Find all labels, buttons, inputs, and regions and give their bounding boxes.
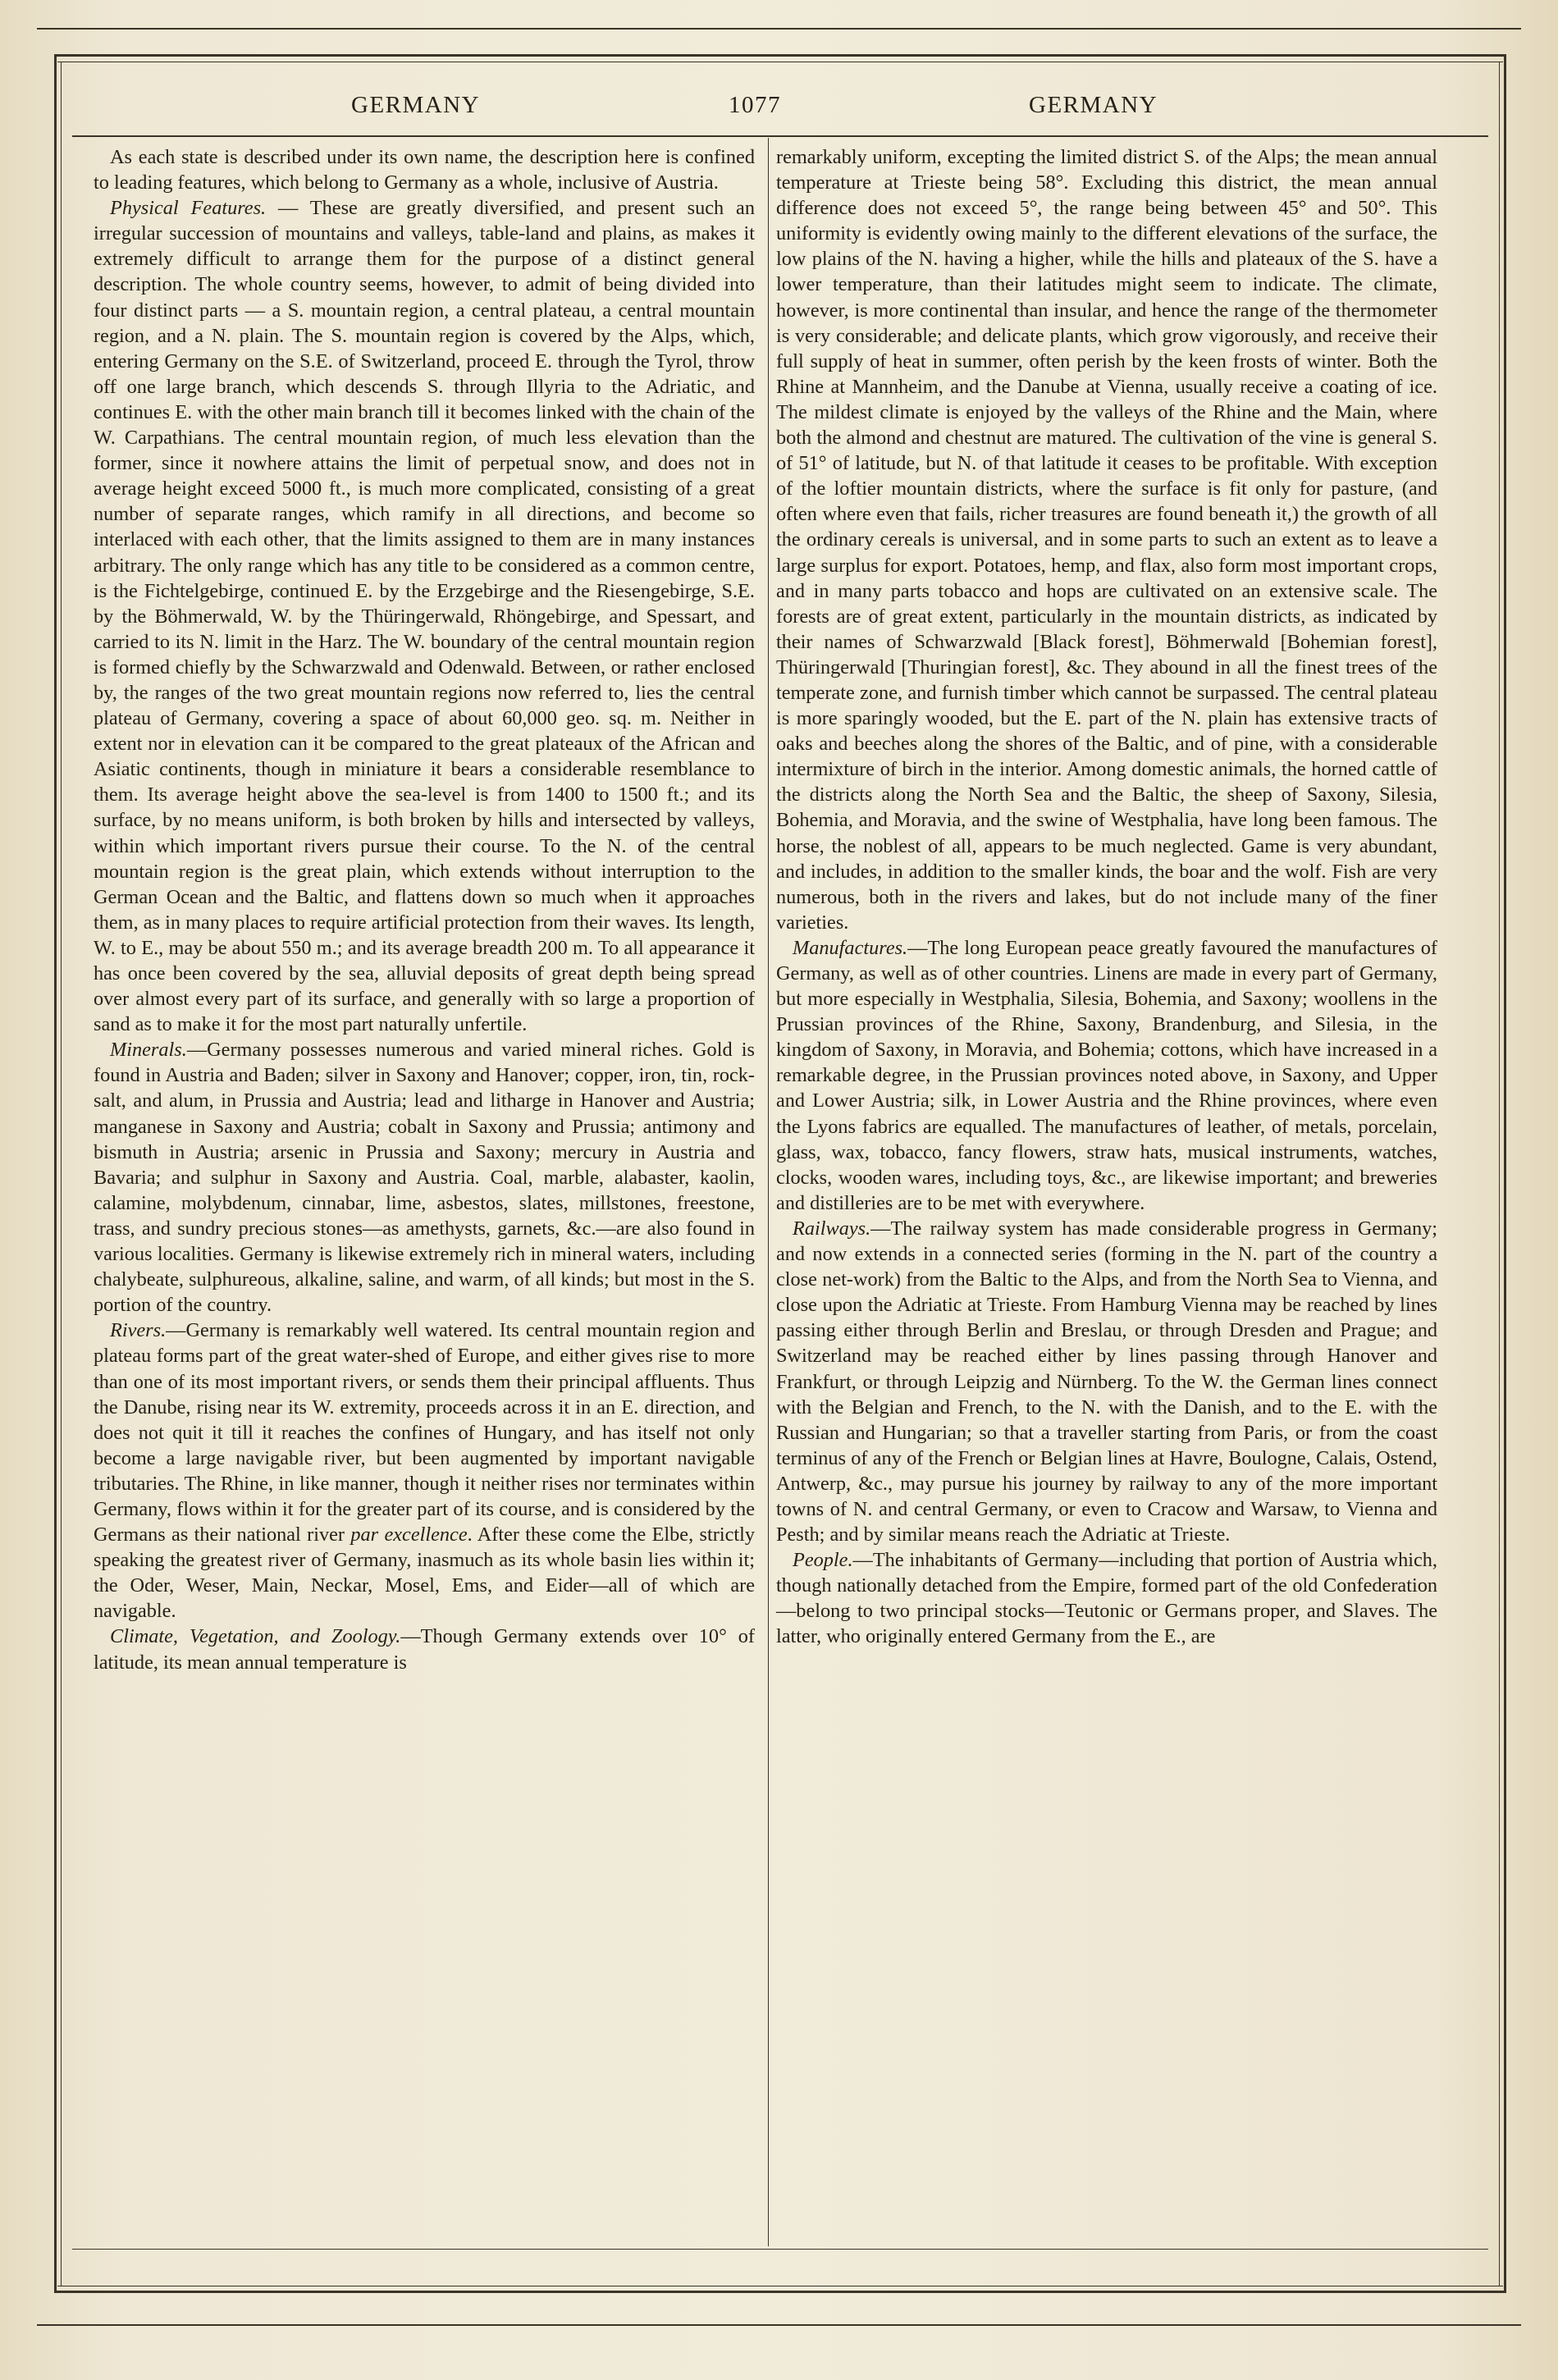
paragraph-italic: par excellence — [350, 1523, 468, 1546]
paragraph-lead: Physical Features. — [110, 197, 267, 220]
paragraph-text: —The long European peace greatly favoured the manufactures of Germany, as well as of other countries. Linens are made in every part of Germany, but more especially in Westphalia, Silesia, Bohemia, and Saxony; woollens in the Prussian provinces of the Rhine, Saxony, Brandenburg, and Silesia, in the kingdom of Saxony, in Moravia, and Bohemia; cottons, which have increased in a remarkable degree, in the Prussian provinces noted above, in Saxony, and Upper and Lower Austria; silk, in Lower Austria and the Rhine provinces, where even the Lyons fabrics are equalled. The manufactures of leather, of metals, porcelain, glass, wax, tobacco, fancy flowers, straw hats, musical instruments, watches, clocks, wooden wares, including toys, &c., are likewise important; and breweries and distilleries are to be met with everywhere. — [776, 936, 1437, 1214]
paragraph-climate — [94, 1624, 755, 1674]
running-header — [0, 92, 1558, 133]
paragraph-tail: . After these come the Elbe, strictly speaking the greatest river of Germany, inasmuch as its whole basin lies within it; the Oder, Weser, Main, Neckar, Mosel, Ems, and Eider—all of which are navigable. — [94, 1523, 756, 1623]
paragraph-climate-continued — [776, 144, 1437, 935]
right-column — [776, 144, 1437, 1650]
page-number: 1077 — [729, 92, 781, 118]
top-rule-inner — [54, 54, 1506, 57]
column-divider — [768, 138, 769, 2246]
left-rule-inner — [61, 62, 62, 2286]
paragraph-text: As each state is described under its own name, the description here is confined to leading features, which belong to Germany as a whole, inclusive of Austria. — [94, 146, 755, 194]
left-column — [94, 144, 755, 1675]
paragraph-lead: Railways. — [793, 1217, 871, 1240]
paragraph-text: — These are greatly diversified, and present such an irregular succession of mountains and valleys, table-land and plains, as makes it extremely difficult to arrange them for the purpose of a distinct general description. The whole country seems, however, to admit of being divided into four distinct parts — a S. mountain region, a central plateau, a central mountain region, and a N. plain. The S. mountain region is covered by the Alps, which, entering Germany on the S.E. of Switzerland, proceed E. through the Tyrol, throw off one large branch, which descends S. through Illyria to the Adriatic, and continues E. with the other main branch till it becomes linked with the chain of the W. Carpathians. The central mountain region, of much less elevation than the former, since it nowhere attains the limit of perpetual snow, and does not in average height exceed 5000 ft., is much more complicated, consisting of a great number of separate ranges, which ramify in all directions, and become so interlaced with each other, that the limits assigned to them are in many instances arbitrary. The only range which has any title to be considered as a common centre, is the Fichtelgebirge, continued E. by the Erzgebirge and the Riesengebirge, S.E. by the Böhmerwald, W. by the Thüringerwald, Rhöngebirge, and Spessart, and carried to its N. limit in the Harz. The W. boundary of the central mountain region is formed chiefly by the Schwarzwald and Odenwald. Between, or rather enclosed by, the ranges of the two great mountain regions now referred to, lies the central plateau of Germany, covering a space of about 60,000 geo. sq. m. Neither in extent nor in elevation can it be compared to the great plateaux of the African and Asiatic continents, though in miniature it bears a considerable resemblance to them. Its average height above the sea-level is from 1400 to 1500 ft.; and its surface, by no means uniform, is both broken by hills and intersected by valleys, within which important rivers pursue their course. To the N. of the central mountain region is the great plain, which extends without interruption to the German Ocean and the Baltic, and flattens down so much when it approaches them, as in many places to require artificial protection from their waves. Its length, W. to E., may be about 550 m.; and its average breadth 200 m. To all appearance it has once been covered by the sea, alluvial deposits of great depth being spread over almost every part of its surface, and generally with so large a proportion of sand as to make it for the most part naturally unfertile. — [94, 197, 755, 1036]
header-underline — [72, 135, 1488, 137]
bottom-rule-thin — [72, 2249, 1488, 2250]
paragraph-text: remarkably uniform, excepting the limited district S. of the Alps; the mean annual temperature at Trieste being 58°. Excluding this district, the mean annual difference does not exceed 5°, the range being between 45° and 50°. This uniformity is evidently owing mainly to the different elevations of the surface, the low plains of the N. having a higher, while the hills and plateaux of the S. have a lower temperature, than their latitudes might seem to indicate. The climate, however, is more continental than insular, and hence the range of the thermometer is very considerable; and delicate plants, which grow vigorously, and receive their full supply of heat in summer, often perish by the keen frosts of winter. Both the Rhine at Mannheim, and the Danube at Vienna, usually receive a coating of ice. The mildest climate is enjoyed by the valleys of the Rhine and the Main, where both the almond and chestnut are matured. The cultivation of the vine is general S. of 51° of latitude, but N. of that latitude it ceases to be profitable. With exception of the loftier mountain districts, where the surface is fit only for pasture, (and often where even that fails, richer treasures are found beneath it,) the growth of all the ordinary cereals is universal, and in some parts to such an extent as to leave a large surplus for export. Potatoes, hemp, and flax, also form most important crops, and in many parts tobacco and hops are cultivated on an extensive scale. The forests are of great extent, particularly in the mountain districts, as indicated by their names of Schwarzwald [Black forest], Böhmerwald [Bohemian forest], Thüringerwald [Thuringian forest], &c. They abound in all the finest trees of the temperate zone, and furnish timber which cannot be surpassed. The central plateau is more sparingly wooded, but the E. part of the N. plain has extensive tracts of oaks and beeches along the shores of the Baltic, and of pine, with a considerable intermixture of birch in the interior. Among domestic animals, the horned cattle of the districts along the North Sea and the Baltic, the sheep of Saxony, Silesia, Bohemia, and Moravia, and the swine of Westphalia, have long been famous. The horse, the noblest of all, appears to be much neglected. Game is very abundant, and includes, in addition to the smaller kinds, the boar and the wolf. Fish are very numerous, both in the rivers and lakes, but do not include many of the finer varieties. — [776, 146, 1437, 934]
paragraph-lead: Climate, Vegetation, and Zoology. — [110, 1625, 401, 1648]
left-rule-outer — [54, 54, 57, 2292]
paragraph-manufactures — [776, 935, 1437, 1216]
paragraph-intro — [94, 144, 755, 195]
right-rule-outer — [1504, 54, 1506, 2292]
paragraph-lead: Rivers. — [110, 1319, 167, 1342]
header-left-title: GERMANY — [351, 92, 481, 118]
paragraph-physical-features — [94, 195, 755, 1037]
paragraph-text: —Germany is remarkably well watered. Its central mountain region and plateau forms part of the great water-shed of Europe, and either gives rise to more than one of its most important rivers, or sends them their principal affluents. Thus the Danube, rising near its W. extremity, proceeds across it in an E. direction, and does not quit it till it reaches the confines of Hungary, and has itself not only become a large navigable river, but been augmented by important navigable tributaries. The Rhine, in like manner, though it neither rises nor terminates within Germany, flows within it for the greater part of its course, and is considered by the Germans as their national river — [94, 1319, 755, 1546]
paragraph-lead: Manufactures. — [793, 936, 908, 959]
paragraph-lead: People. — [793, 1549, 853, 1572]
header-right-title: GERMANY — [1029, 92, 1158, 118]
paragraph-minerals — [94, 1037, 755, 1318]
bottom-rule-frame — [54, 2291, 1506, 2293]
bottom-rule-outer — [37, 2324, 1521, 2326]
paragraph-text: —The railway system has made considerable progress in Germany; and now extends in a connected series (forming in the N. part of the country a close net-work) from the Baltic to the Alps, and from the North Sea to Vienna, and close upon the Adriatic at Trieste. From Hamburg Vienna may be reached by lines passing either through Berlin and Breslau, or through Dresden and Prague; and Switzerland may be reached either by lines passing through Hanover and Frankfurt, or through Leipzig and Nürnberg. To the W. the German lines connect with the Belgian and French, to the N. with the Danish, and to the E. with the Russian and Hungarian; so that a traveller starting from Paris, or from the coast terminus of any of the French or Belgian lines at Havre, Boulogne, Calais, Ostend, Antwerp, &c., may pursue his journey by railway to any of the more important towns of N. and central Germany, or even to Cracow and Warsaw, to Vienna and Pesth; and by similar means reach the Adriatic at Trieste. — [776, 1217, 1437, 1546]
top-rule-outer — [37, 28, 1521, 30]
paragraph-lead: Minerals. — [110, 1039, 187, 1062]
paragraph-people — [776, 1547, 1437, 1649]
paragraph-rivers — [94, 1318, 755, 1624]
paragraph-text: —Though Germany extends over 10° of latitude, its mean annual temperature is — [94, 1625, 755, 1674]
right-rule-inner — [1499, 62, 1500, 2286]
paragraph-text: —The inhabitants of Germany—including that portion of Austria which, though nationally detached from the Empire, formed part of the old Confederation—belong to two principal stocks—Teutonic or Germans proper, and Slaves. The latter, who originally entered Germany from the E., are — [776, 1549, 1437, 1648]
paragraph-railways — [776, 1216, 1437, 1547]
paragraph-text: —Germany possesses numerous and varied mineral riches. Gold is found in Austria and Baden; silver in Saxony and Hanover; copper, iron, tin, rock-salt, and alum, in Prussia and Austria; lead and litharge in Hanover and Austria; manganese in Saxony and Austria; cobalt in Saxony and Prussia; antimony and bismuth in Austria; arsenic in Prussia and Saxony; mercury in Austria and Bavaria; and sulphur in Saxony and Austria. Coal, marble, alabaster, kaolin, calamine, molybdenum, cinnabar, lime, asbestos, slates, millstones, freestone, trass, and sundry precious stones—as amethysts, garnets, &c.—are also found in various localities. Germany is likewise extremely rich in mineral waters, including chalybeate, sulphureous, alkaline, saline, and warm, of all kinds; but most in the S. portion of the country. — [94, 1039, 755, 1317]
